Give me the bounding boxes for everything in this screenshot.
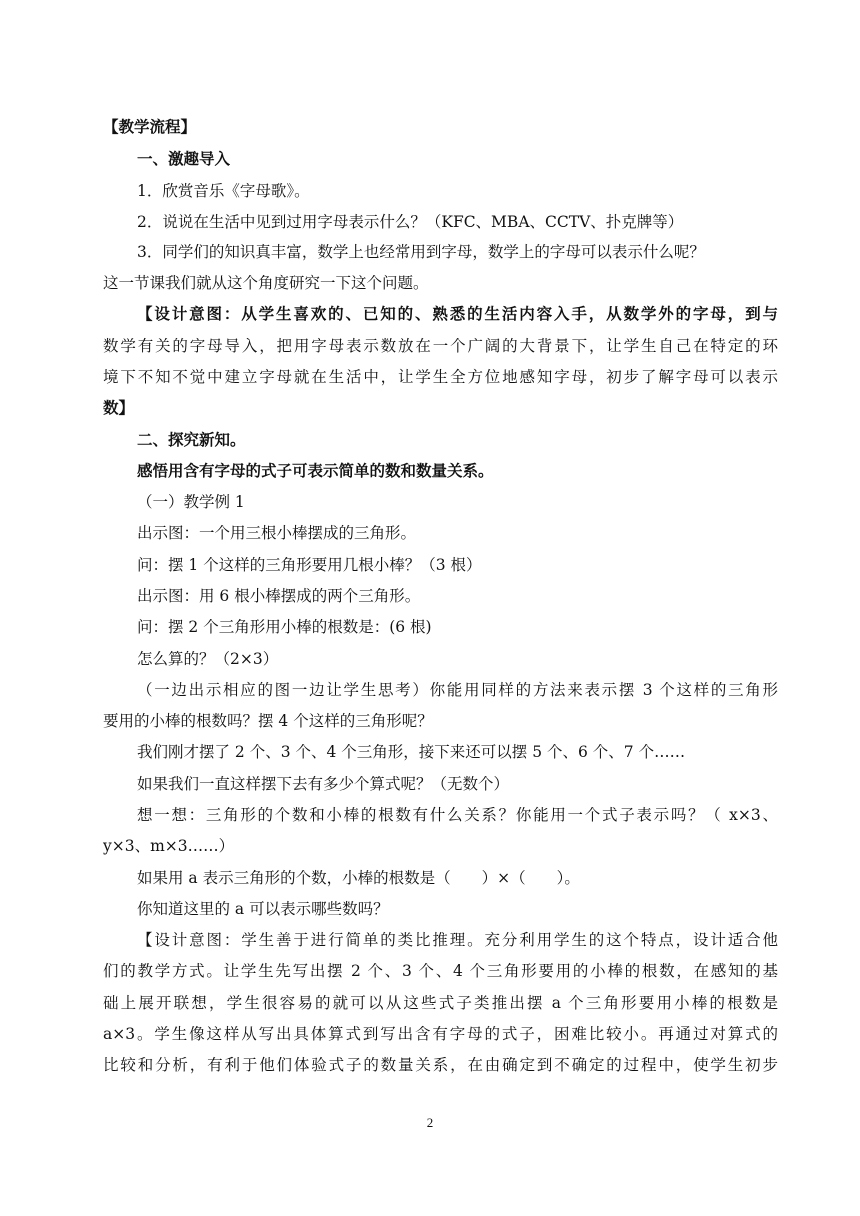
text-line: 你知道这里的 a 可以表示哪些数吗？ (137, 900, 389, 918)
text-line: 如果用 a 表示三角形的个数，小棒的根数是（ ）×（ ）。 (137, 869, 580, 887)
text-line: 要用的小棒的根数吗？摆 4 个这样的三角形呢？ (103, 712, 433, 730)
design-intent-1-line4: 数】 (103, 399, 135, 417)
design-intent-1-line3: 境下不知不觉中建立字母就在生活中，让学生全方位地感知字母，初步了解字母可以表示 (103, 368, 778, 386)
design-intent-2-line3: 础上展开联想，学生很容易的就可以从这些式子类推出摆 a 个三角形要用小棒的根数是 (103, 994, 778, 1012)
item-1: 1．欣赏音乐《字母歌》。 (137, 182, 310, 200)
design-intent-2-line5: 比较和分析，有利于他们体验式子的数量关系，在由确定到不确定的过程中，使学生初步 (103, 1056, 778, 1074)
item-3-line1: 3．同学们的知识真丰富，数学上也经常用到字母，数学上的字母可以表示什么呢？ (137, 243, 705, 261)
part1-heading: 一、激趣导入 (137, 150, 231, 168)
example-label: （一）教学例 1 (137, 493, 245, 511)
text-line: 如果我们一直这样摆下去有多少个算式呢？（无数个） (137, 775, 510, 793)
text-line: （一边出示相应的图一边让学生思考）你能用同样的方法来表示摆 3 个这样的三角形 (137, 681, 778, 699)
section-title: 【教学流程】 (103, 118, 197, 136)
item-2: 2．说说在生活中见到过用字母表示什么？（KFC、MBA、CCTV、扑克牌等） (137, 213, 684, 231)
page-number: 2 (426, 1115, 434, 1130)
part2-subheading: 感悟用含有字母的式子可表示简单的数和数量关系。 (137, 462, 494, 480)
text-line: 想一想：三角形的个数和小棒的根数有什么关系？你能用一个式子表示吗？（ x×3、 (137, 806, 778, 824)
text-line: 我们刚才摆了 2 个、3 个、4 个三角形，接下来还可以摆 5 个、6 个、7 个…… (137, 743, 686, 761)
item-3-line2: 这一节课我们就从这个角度研究一下这个问题。 (103, 274, 429, 292)
part2-heading: 二、探究新知。 (137, 431, 246, 449)
text-line: 问：摆 2 个三角形用小棒的根数是：(6 根) (137, 618, 432, 636)
design-intent-1-line2: 数学有关的字母导入，把用字母表示数放在一个广阔的大背景下，让学生自己在特定的环 (103, 337, 778, 355)
design-intent-2-line1: 【设计意图：学生善于进行简单的类比推理。充分利用学生的这个特点，设计适合他 (137, 931, 778, 949)
design-intent-2-line2: 们的教学方式。让学生先写出摆 2 个、3 个、4 个三角形要用的小棒的根数，在感知的基 (103, 962, 778, 980)
text-line: y×3、m×3……） (103, 837, 235, 855)
text-line: 出示图：一个用三根小棒摆成的三角形。 (137, 524, 417, 542)
design-intent-1-line1: 【设计意图：从学生喜欢的、已知的、熟悉的生活内容入手，从数学外的字母，到与 (137, 305, 778, 323)
text-line: 出示图：用 6 根小棒摆成的两个三角形。 (137, 587, 421, 605)
design-intent-2-line4: a×3。学生像这样从写出具体算式到写出含有字母的式子，困难比较小。再通过对算式的 (103, 1025, 778, 1043)
text-line: 怎么算的？（2×3） (137, 650, 279, 668)
text-line: 问：摆 1 个这样的三角形要用几根小棒？（3 根） (137, 556, 482, 574)
